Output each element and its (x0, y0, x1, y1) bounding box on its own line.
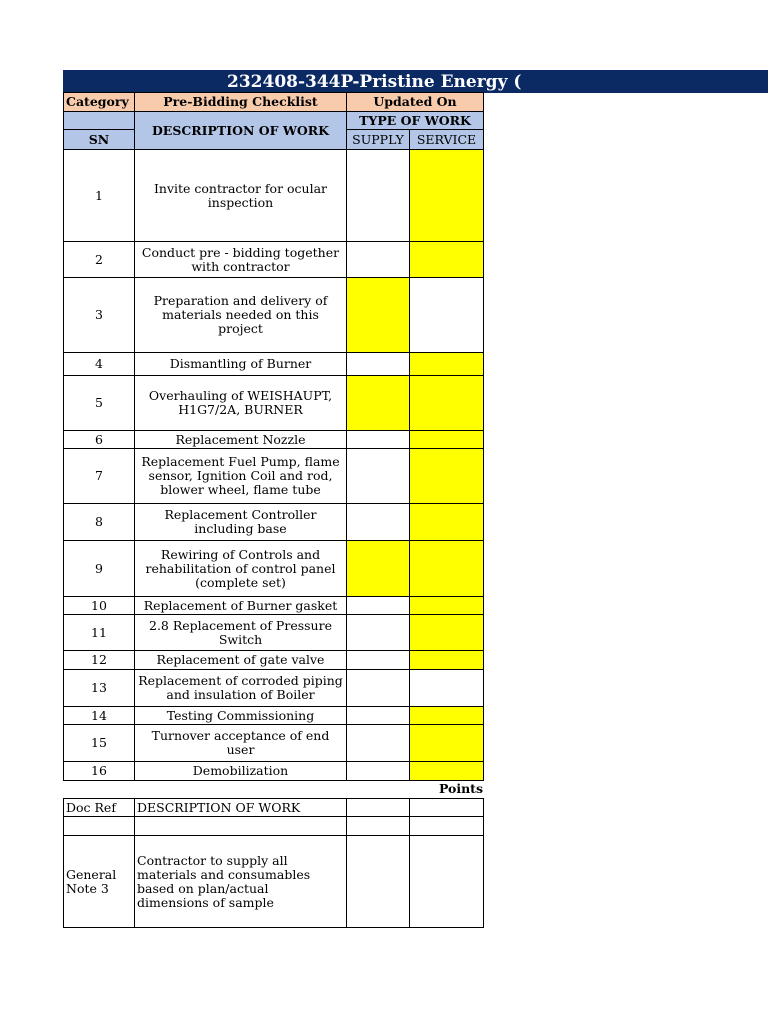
row-service-cell[interactable] (409, 149, 484, 242)
row-supply-cell[interactable] (346, 241, 410, 278)
row-service-cell[interactable] (409, 448, 484, 504)
row-sn-cell[interactable] (63, 724, 135, 762)
row-supply-cell[interactable] (346, 277, 410, 353)
row-description-cell[interactable] (134, 540, 347, 597)
notes-ref-cell[interactable] (63, 816, 135, 836)
row-description-cell-text: Preparation and delivery of materials needed on this project (153, 293, 328, 336)
row-sn-cell[interactable] (63, 614, 135, 651)
row-service-cell[interactable] (409, 503, 484, 541)
header-checklist[interactable] (134, 92, 347, 112)
row-sn-cell-text: 9 (95, 560, 103, 576)
row-service-cell[interactable] (409, 650, 484, 670)
row-description-cell[interactable] (134, 430, 347, 449)
header-blank-cell[interactable] (63, 111, 135, 130)
row-supply-cell[interactable] (346, 596, 410, 615)
row-description-cell[interactable] (134, 706, 347, 725)
row-description-cell-text: Rewiring of Controls and rehabilitation of control panel (complete set) (145, 546, 336, 590)
row-supply-cell[interactable] (346, 448, 410, 504)
row-service-cell[interactable] (409, 540, 484, 597)
row-sn-cell[interactable] (63, 503, 135, 541)
row-sn-cell[interactable] (63, 352, 135, 376)
row-supply-cell[interactable] (346, 540, 410, 597)
header-description[interactable] (134, 111, 347, 150)
row-description-cell-text: Turnover acceptance of end user (151, 728, 330, 757)
row-description-cell-text: Replacement of Burner gasket (143, 597, 338, 613)
row-description-cell[interactable] (134, 761, 347, 781)
header-category[interactable] (63, 92, 135, 112)
row-sn-cell-text: 12 (91, 652, 107, 667)
row-description-cell-text: 2.8 Replacement of Pressure Switch (149, 617, 332, 647)
header-supply-text: SUPPLY (352, 131, 404, 147)
row-sn-cell-text: 13 (91, 680, 107, 695)
row-supply-cell[interactable] (346, 724, 410, 762)
row-sn-cell-text: 14 (91, 707, 107, 723)
notes-header-ref[interactable] (63, 798, 135, 817)
notes-description-cell[interactable] (134, 835, 347, 928)
notes-ref-cell-text: General Note 3 (66, 866, 117, 896)
row-sn-cell-text: 8 (95, 514, 103, 529)
row-description-cell[interactable] (134, 149, 347, 242)
row-description-cell-text: Invite contractor for ocular inspection (153, 180, 328, 210)
row-description-cell[interactable] (134, 241, 347, 278)
header-checklist-text: Pre-Bidding Checklist (163, 94, 318, 109)
row-supply-cell[interactable] (346, 614, 410, 651)
notes-header-supply-cell[interactable] (346, 798, 410, 817)
row-supply-cell[interactable] (346, 761, 410, 781)
row-service-cell[interactable] (409, 669, 484, 707)
row-description-cell-text: Replacement of gate valve (156, 652, 325, 667)
row-description-cell-text: Replacement of corroded piping and insulation of Boiler (138, 673, 343, 702)
row-sn-cell-text: 11 (91, 624, 107, 640)
header-updated-on-text: Updated On (373, 94, 457, 109)
row-sn-cell[interactable] (63, 540, 135, 597)
row-service-cell[interactable] (409, 241, 484, 278)
row-description-cell[interactable] (134, 614, 347, 651)
row-description-cell[interactable] (134, 277, 347, 353)
notes-header-description[interactable] (134, 798, 347, 817)
row-description-cell[interactable] (134, 503, 347, 541)
row-sn-cell[interactable] (63, 448, 135, 504)
row-sn-cell[interactable] (63, 669, 135, 707)
row-service-cell[interactable] (409, 375, 484, 431)
row-description-cell-text: Replacement Fuel Pump, flame sensor, Ignition Coil and rod, blower wheel, flame tube (141, 454, 340, 497)
row-description-cell[interactable] (134, 352, 347, 376)
header-description-text: DESCRIPTION OF WORK (151, 122, 330, 138)
row-description-cell-text: Demobilization (192, 763, 289, 778)
row-sn-cell[interactable] (63, 149, 135, 242)
notes-description-cell-text: Contractor to supply all materials and consumables based on plan/actual dimensions of sample (137, 852, 311, 910)
row-description-cell-text: Dismantling of Burner (169, 356, 312, 371)
row-supply-cell[interactable] (346, 706, 410, 725)
row-sn-cell[interactable] (63, 706, 135, 725)
row-sn-cell-text: 6 (95, 431, 103, 447)
row-service-cell[interactable] (409, 596, 484, 615)
row-service-cell[interactable] (409, 724, 484, 762)
notes-supply-cell[interactable] (346, 816, 410, 836)
row-description-cell[interactable] (134, 669, 347, 707)
header-category-text: Category (66, 94, 129, 109)
row-supply-cell[interactable] (346, 352, 410, 376)
row-supply-cell[interactable] (346, 375, 410, 431)
notes-header-ref-text: Doc Ref (66, 799, 116, 815)
row-description-cell-text: Replacement Controller including base (164, 507, 317, 536)
notes-description-cell[interactable] (134, 816, 347, 836)
title-bar-text: 232408-344P-Pristine Energy ( (227, 71, 522, 92)
row-sn-cell[interactable] (63, 430, 135, 449)
title-bar (63, 70, 768, 93)
header-sn-text: SN (88, 131, 110, 147)
row-sn-cell-text: 7 (95, 468, 103, 483)
row-description-cell-text: Overhauling of WEISHAUPT, H1G7/2A, BURNER (148, 388, 333, 417)
row-sn-cell-text: 4 (95, 356, 103, 371)
row-sn-cell-text: 10 (91, 597, 107, 613)
row-description-cell-text: Conduct pre - bidding together with contractor (141, 244, 340, 274)
row-sn-cell-text: 3 (95, 307, 103, 322)
row-service-cell[interactable] (409, 706, 484, 725)
row-sn-cell-text: 16 (91, 763, 107, 778)
header-type-of-work-text: TYPE OF WORK (359, 112, 471, 128)
header-supply[interactable] (346, 129, 410, 150)
row-sn-cell[interactable] (63, 241, 135, 278)
row-sn-cell[interactable] (63, 761, 135, 781)
header-updated-on[interactable] (346, 92, 484, 112)
row-supply-cell[interactable] (346, 430, 410, 449)
row-service-cell[interactable] (409, 761, 484, 781)
row-supply-cell[interactable] (346, 669, 410, 707)
row-service-cell[interactable] (409, 352, 484, 376)
row-sn-cell[interactable] (63, 650, 135, 670)
row-sn-cell-text: 15 (91, 735, 107, 750)
notes-header-description-text: DESCRIPTION OF WORK (137, 799, 301, 815)
row-service-cell[interactable] (409, 430, 484, 449)
points-label (400, 780, 483, 798)
row-sn-cell[interactable] (63, 277, 135, 353)
header-service-text: SERVICE (416, 131, 477, 147)
notes-service-cell[interactable] (409, 816, 484, 836)
row-description-cell[interactable] (134, 375, 347, 431)
row-supply-cell[interactable] (346, 503, 410, 541)
row-description-cell[interactable] (134, 724, 347, 762)
row-description-cell[interactable] (134, 448, 347, 504)
row-description-cell[interactable] (134, 596, 347, 615)
row-description-cell-text: Replacement Nozzle (175, 431, 306, 447)
header-type-of-work[interactable] (346, 111, 484, 130)
row-sn-cell-text: 1 (95, 187, 103, 203)
notes-header-service-cell[interactable] (409, 798, 484, 817)
row-description-cell-text: Testing Commissioning (166, 707, 315, 723)
points-label-text: Points (438, 781, 483, 796)
row-service-cell[interactable] (409, 614, 484, 651)
row-sn-cell[interactable] (63, 596, 135, 615)
row-supply-cell[interactable] (346, 650, 410, 670)
row-description-cell[interactable] (134, 650, 347, 670)
header-service[interactable] (409, 129, 484, 150)
notes-service-cell[interactable] (409, 835, 484, 928)
row-sn-cell-text: 2 (95, 251, 103, 267)
notes-supply-cell[interactable] (346, 835, 410, 928)
row-sn-cell[interactable] (63, 375, 135, 431)
notes-ref-cell[interactable] (63, 835, 135, 928)
header-sn[interactable] (63, 129, 135, 150)
row-sn-cell-text: 5 (95, 395, 103, 410)
row-supply-cell[interactable] (346, 149, 410, 242)
row-service-cell[interactable] (409, 277, 484, 353)
